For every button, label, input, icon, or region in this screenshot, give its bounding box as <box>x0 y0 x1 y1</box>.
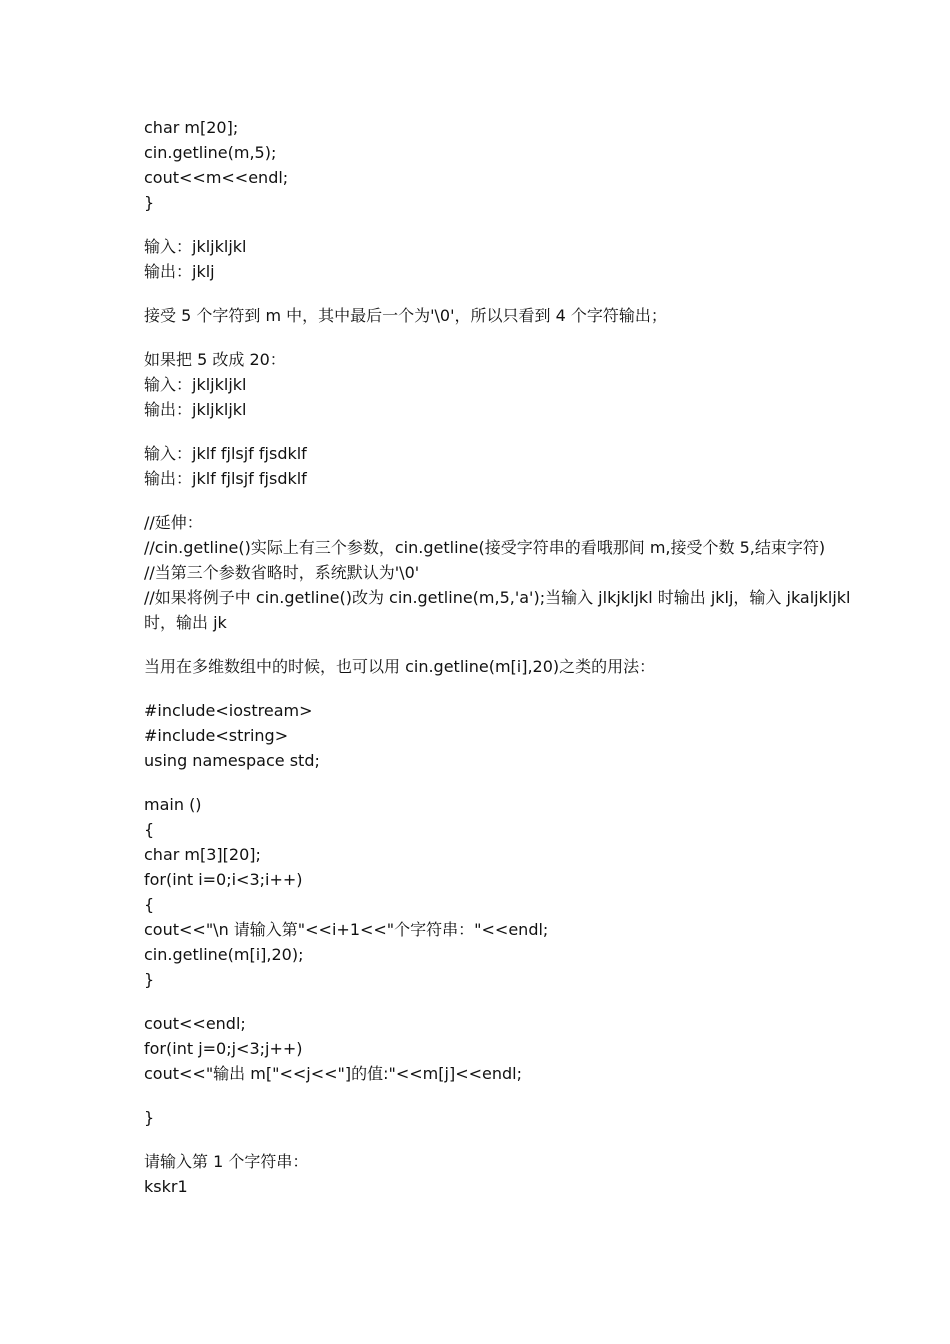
text-line: 输出：jkljkljkl <box>144 400 247 419</box>
code-line: { <box>144 895 155 914</box>
text-line: 接受 5 个字符到 m 中，其中最后一个为'\0'，所以只看到 4 个字符输出； <box>144 306 667 325</box>
code-line: for(int j=0;j<3;j++) <box>144 1039 303 1058</box>
code-line: #include<iostream> <box>144 701 313 720</box>
code-line: for(int i=0;i<3;i++) <box>144 870 303 889</box>
text-line: 输出：jklj <box>144 262 215 281</box>
code-line: main () <box>144 795 202 814</box>
code-line: } <box>144 970 155 989</box>
comment-line: //如果将例子中 cin.getline()改为 cin.getline(m,5,'a');当输入 jlkjkljkl 时输出 jklj，输入 jkaljkljkl <box>144 588 851 607</box>
comment-line: //cin.getline()实际上有三个参数，cin.getline(接受字符串的看哦那间 m,接受个数 5,结束字符) <box>144 538 826 557</box>
code-line: cout<<"输出 m["<<j<<"]的值:"<<m[j]<<endl; <box>144 1064 522 1083</box>
code-block-output <box>144 1011 824 1086</box>
multidim-paragraph <box>144 654 824 679</box>
code-block-main <box>144 792 824 992</box>
code-line: #include<string> <box>144 726 289 745</box>
code-line: cout<<"\n 请输入第"<<i+1<<"个字符串："<<endl; <box>144 920 549 939</box>
code-line: cin.getline(m,5); <box>144 143 277 162</box>
explanation-paragraph <box>144 303 824 328</box>
comment-line: //当第三个参数省略时，系统默认为'\0' <box>144 563 420 582</box>
text-line: 输入：jkljkljkl <box>144 375 247 394</box>
text-line: 当用在多维数组中的时候，也可以用 cin.getline(m[i],20)之类的用法： <box>144 657 656 676</box>
text-line: 输出：jklf fjlsjf fjsdklf <box>144 469 307 488</box>
code-block-close <box>144 1105 824 1130</box>
code-block-includes <box>144 698 824 773</box>
code-line: } <box>144 1108 155 1127</box>
text-line: kskr1 <box>144 1177 188 1196</box>
text-line: 请输入第 1 个字符串： <box>144 1152 309 1171</box>
document-page <box>144 115 851 1218</box>
code-line: char m[3][20]; <box>144 845 261 864</box>
extension-comments <box>144 510 851 635</box>
code-line: cin.getline(m[i],20); <box>144 945 304 964</box>
comment-line: 时，输出 jk <box>144 613 227 632</box>
code-block-getline <box>144 115 824 215</box>
text-line: 如果把 5 改成 20： <box>144 350 286 369</box>
code-line: cout<<m<<endl; <box>144 168 289 187</box>
code-line: char m[20]; <box>144 118 239 137</box>
code-line: { <box>144 820 155 839</box>
text-line: 输入：jklf fjlsjf fjsdklf <box>144 444 307 463</box>
text-line: 输入：jkljkljkl <box>144 237 247 256</box>
run-output <box>144 1149 824 1199</box>
comment-line: //延伸： <box>144 513 203 532</box>
io-example-3 <box>144 441 824 491</box>
code-line: using namespace std; <box>144 751 320 770</box>
io-example-2 <box>144 347 824 422</box>
io-example-1 <box>144 234 824 284</box>
code-line: } <box>144 193 155 212</box>
code-line: cout<<endl; <box>144 1014 246 1033</box>
